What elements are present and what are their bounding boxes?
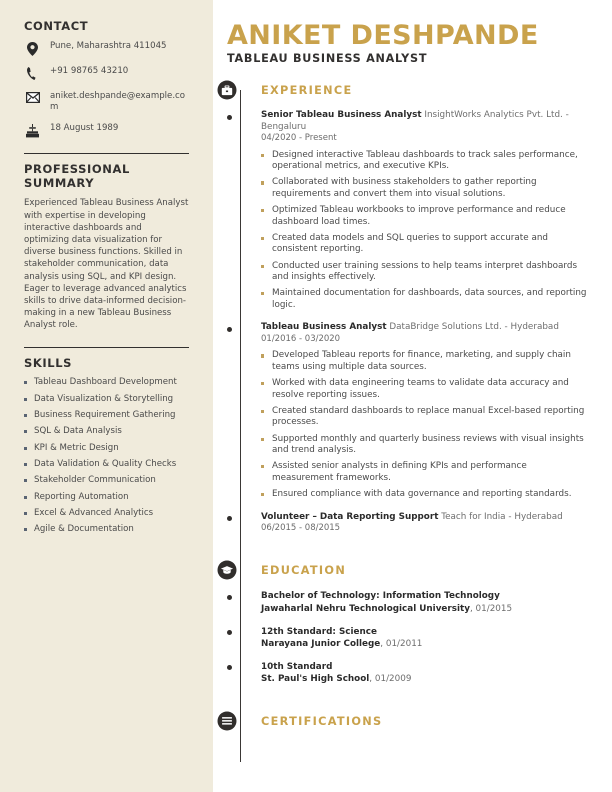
education-institution-line (261, 638, 590, 650)
experience-bullet: Designed interactive Tableau dashboards to track sales performance, operational metrics, and executive KPIs. (261, 150, 590, 173)
experience-company: InsightWorks Analytics Pvt. Ltd. - Bengaluru (261, 110, 569, 132)
skill-item: Agile & Documentation (24, 524, 189, 535)
skill-item: Data Validation & Quality Checks (24, 459, 189, 470)
summary-heading: PROFESSIONAL SUMMARY (24, 162, 130, 190)
contact-location-text: Pune, Maharashtra 411045 (50, 40, 167, 51)
briefcase-icon (217, 81, 236, 100)
sidebar-divider-2 (24, 347, 189, 348)
certifications-heading: CERTIFICATIONS (261, 714, 383, 728)
envelope-icon (24, 92, 41, 106)
experience-header (227, 79, 590, 101)
contact-list (24, 41, 189, 139)
education-institution: Narayana Junior College (261, 638, 381, 649)
birthday-cake-icon (24, 124, 41, 138)
spacer-education-certifications (227, 696, 590, 710)
experience-bullet: Created data models and SQL queries to support accurate and consistent reporting. (261, 233, 590, 256)
skill-item: Data Visualization & Storytelling (24, 394, 189, 405)
timeline-dot (227, 665, 232, 670)
certifications-header (227, 710, 590, 732)
education-institution-line (261, 673, 590, 685)
contact-heading: CONTACT (24, 19, 89, 33)
experience-bullet: Optimized Tableau workbooks to improve performance and reduce dashboard load times. (261, 205, 590, 228)
skills-list (24, 377, 189, 535)
experience-role-company (261, 512, 590, 523)
skill-item: KPI & Metric Design (24, 443, 189, 454)
education-date: , 01/2009 (369, 674, 412, 685)
skill-item: SQL & Data Analysis (24, 426, 189, 437)
skill-item: Stakeholder Communication (24, 475, 189, 486)
summary-text: Experienced Tableau Business Analyst with expertise in developing interactive dashboards and optimizing data visualization for diverse business functions. Skilled in stakeholder communication, data analysis using SQL, and KPI design. Eager to leverage advanced analytics skills to drive data-informed decision-making in a new Tableau Business Analyst role. (24, 198, 189, 331)
education-institution: Jawaharlal Nehru Technological University (261, 603, 470, 614)
timeline-dot (227, 516, 232, 521)
job-title: TABLEAU BUSINESS ANALYST (227, 52, 428, 66)
education-degree: Bachelor of Technology: Information Technology (261, 591, 500, 602)
experience-dates: 04/2020 - Present (261, 133, 337, 144)
experience-bullet: Supported monthly and quarterly business reviews with visual insights and trend analysis. (261, 434, 590, 457)
experience-entry (261, 110, 590, 311)
experience-bullet: Maintained documentation for dashboards, data sources, and reporting logic. (261, 288, 590, 311)
experience-dates: 06/2015 - 08/2015 (261, 522, 341, 533)
contact-item-birthdate (24, 123, 189, 138)
experience-entry (261, 512, 590, 535)
experience-bullet: Collaborated with business stakeholders to gather reporting requirements and convert them into visual solutions. (261, 177, 590, 200)
skill-item: Excel & Advanced Analytics (24, 508, 189, 519)
section-certifications (227, 710, 590, 732)
spacer-experience-education (227, 545, 590, 559)
experience-bullet: Conducted user training sessions to help teams interpret dashboards and insights effectively. (261, 261, 590, 284)
education-entry (261, 661, 590, 685)
education-header (227, 559, 590, 581)
contact-birthdate-text: 18 August 1989 (50, 123, 119, 134)
experience-bullet: Developed Tableau reports for finance, marketing, and supply chain teams using multiple data sources. (261, 350, 590, 373)
education-entries (227, 590, 590, 685)
timeline-dot (227, 630, 232, 635)
experience-dates: 01/2016 - 03/2020 (261, 333, 341, 344)
education-institution: St. Paul's High School (261, 674, 370, 685)
sidebar-divider-1 (24, 153, 189, 154)
section-education (227, 559, 590, 685)
experience-role: Senior Tableau Business Analyst (261, 110, 422, 121)
main-content (213, 0, 612, 792)
contact-phone-text: +91 98765 43210 (50, 65, 129, 76)
list-lines-icon (217, 712, 236, 731)
education-institution-line (261, 603, 590, 615)
section-experience (227, 79, 590, 534)
experience-bullet: Ensured compliance with data governance and reporting standards. (261, 489, 590, 501)
contact-item-email (24, 91, 189, 114)
contact-item-phone (24, 66, 189, 81)
timeline-dot (227, 327, 232, 332)
experience-bullet: Worked with data engineering teams to validate data accuracy and resolve reporting issues. (261, 378, 590, 401)
skill-item: Business Requirement Gathering (24, 410, 189, 421)
experience-role-company (261, 322, 590, 333)
sidebar (0, 0, 213, 792)
experience-entries (227, 110, 590, 534)
contact-item-location (24, 41, 189, 56)
education-degree: 10th Standard (261, 661, 333, 672)
skill-item: Reporting Automation (24, 492, 189, 503)
experience-heading: EXPERIENCE (261, 83, 353, 97)
skills-heading: SKILLS (24, 355, 73, 370)
timeline-dot (227, 115, 232, 120)
education-date: , 01/2015 (469, 603, 513, 614)
experience-company: DataBridge Solutions Ltd. - Hyderabad (386, 322, 559, 333)
location-pin-icon (24, 42, 41, 56)
education-degree: 12th Standard: Science (261, 626, 377, 637)
experience-bullet: Created standard dashboards to replace manual Excel-based reporting processes. (261, 406, 590, 429)
education-date: , 01/2011 (380, 638, 423, 649)
experience-role: Tableau Business Analyst (261, 322, 387, 333)
experience-role-company (261, 110, 590, 133)
experience-company: Teach for India - Hyderabad (438, 511, 563, 522)
experience-bullets (261, 350, 590, 500)
timeline-dot (227, 595, 232, 600)
experience-entry (261, 322, 590, 500)
contact-email-text: aniket.deshpande@example.com (50, 90, 186, 112)
experience-bullets (261, 150, 590, 312)
experience-role: Volunteer – Data Reporting Support (261, 511, 439, 522)
page-title: ANIKET DESHPANDE (227, 20, 539, 51)
education-entry (261, 626, 590, 650)
graduation-cap-icon (217, 561, 236, 580)
education-heading: EDUCATION (261, 563, 347, 577)
phone-icon (24, 67, 41, 81)
experience-bullet: Assisted senior analysts in defining KPIs and performance measurement frameworks. (261, 461, 590, 484)
skill-item: Tableau Dashboard Development (24, 377, 189, 388)
education-entry (261, 590, 590, 614)
